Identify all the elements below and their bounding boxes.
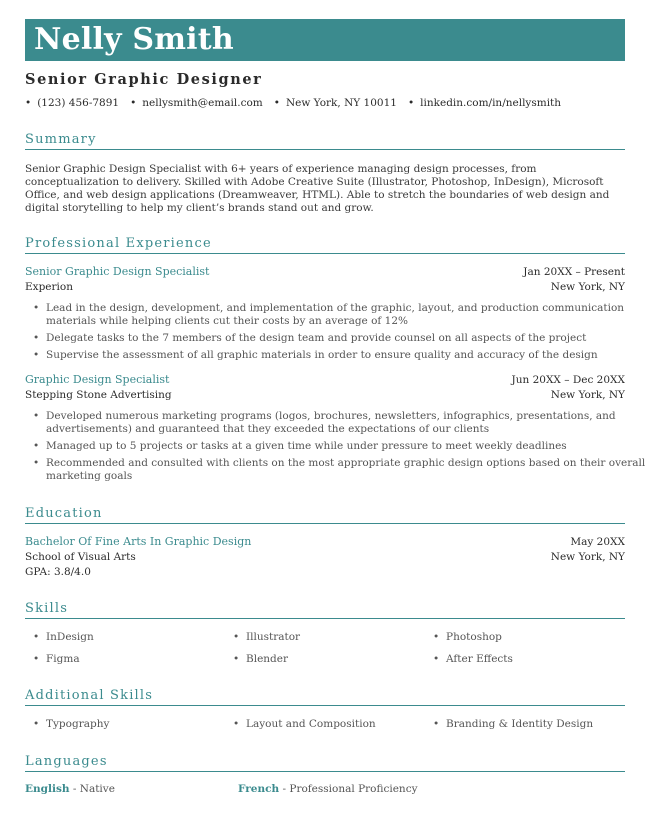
job-2-dates: Jun 20XX – Dec 20XX bbox=[511, 374, 625, 386]
skills-grid bbox=[25, 630, 625, 666]
section-heading-experience: Professional Experience bbox=[25, 236, 625, 254]
language-name: English bbox=[25, 783, 70, 795]
summary-text: Senior Graphic Design Specialist with 6+ years of experience managing design processes, from conceptualization to delivery. Skilled with Adobe Creative Suite (Illustrator, Photoshop, InDesign), Microsoft Office, and web design applications (Dreamweaver, HTML). Able to stretch the boundaries of web design and digital storytelling to help my client’s brands stand out and grow. bbox=[25, 163, 610, 214]
education-subheader bbox=[25, 550, 625, 564]
list-item: • Illustrator bbox=[225, 630, 425, 644]
list-item: • After Effects bbox=[425, 652, 625, 666]
list-item: • Branding & Identity Design bbox=[425, 717, 625, 731]
education-date: May 20XX bbox=[570, 536, 625, 548]
job-2-location: New York, NY bbox=[550, 389, 625, 401]
education-location: New York, NY bbox=[550, 551, 625, 563]
list-item: • Managed up to 5 projects or tasks at a given time while under pressure to meet weekly deadlines bbox=[46, 440, 646, 453]
additional-skills-grid bbox=[25, 717, 625, 731]
language-name: French bbox=[238, 783, 280, 795]
job-2-header bbox=[25, 373, 625, 387]
job-2-subheader bbox=[25, 388, 625, 402]
contact-line bbox=[25, 97, 572, 109]
linkedin-link[interactable]: • linkedin.com/in/nellysmith bbox=[408, 97, 561, 109]
school: School of Visual Arts bbox=[25, 551, 136, 563]
degree: Bachelor Of Fine Arts In Graphic Design bbox=[25, 535, 252, 548]
section-heading-summary: Summary bbox=[25, 132, 625, 150]
job-1-company: Experion bbox=[25, 281, 73, 293]
list-item: • InDesign bbox=[25, 630, 225, 644]
list-item: • Figma bbox=[25, 652, 225, 666]
language-english: English - Native bbox=[25, 783, 115, 795]
name-banner bbox=[25, 19, 625, 61]
list-item: • Developed numerous marketing programs (logos, brochures, newsletters, infographics, presentations, and advertisements) and guaranteed that they exceeded the expectations of our clients bbox=[46, 410, 646, 436]
list-item: • Delegate tasks to the 7 members of the design team and provide counsel on all aspects of the project bbox=[46, 332, 646, 345]
list-item: • Layout and Composition bbox=[225, 717, 425, 731]
list-item: • Supervise the assessment of all graphic materials in order to ensure quality and accuracy of the design bbox=[46, 349, 646, 362]
gpa: GPA: 3.8/4.0 bbox=[25, 566, 91, 578]
education-header bbox=[25, 535, 625, 549]
job-1-subheader bbox=[25, 280, 625, 294]
section-heading-skills: Skills bbox=[25, 601, 625, 619]
language-french: French - Professional Proficiency bbox=[238, 783, 418, 795]
job-1-location: New York, NY bbox=[550, 281, 625, 293]
section-heading-languages: Languages bbox=[25, 754, 625, 772]
job-1-role: Senior Graphic Design Specialist bbox=[25, 265, 210, 278]
list-item: • Lead in the design, development, and implementation of the graphic, layout, and production communication materials while helping clients cut their costs by an average of 12% bbox=[46, 302, 646, 328]
candidate-name: Nelly Smith bbox=[34, 22, 234, 57]
job-1-dates: Jan 20XX – Present bbox=[523, 266, 625, 278]
list-item: • Recommended and consulted with clients on the most appropriate graphic design options based on their overall marketing goals bbox=[46, 457, 646, 483]
job-title: Senior Graphic Designer bbox=[25, 71, 263, 88]
list-item: • Blender bbox=[225, 652, 425, 666]
job-2-role: Graphic Design Specialist bbox=[25, 373, 170, 386]
phone: • (123) 456-7891 bbox=[25, 97, 119, 109]
email-link[interactable]: • nellysmith@email.com bbox=[130, 97, 263, 109]
language-level: Native bbox=[79, 783, 115, 795]
language-level: Professional Proficiency bbox=[289, 783, 418, 795]
list-item: • Typography bbox=[25, 717, 225, 731]
list-item: • Photoshop bbox=[425, 630, 625, 644]
section-heading-education: Education bbox=[25, 506, 625, 524]
job-2-company: Stepping Stone Advertising bbox=[25, 389, 172, 401]
gpa-row bbox=[25, 565, 625, 579]
job-1-header bbox=[25, 265, 625, 279]
section-heading-additional-skills: Additional Skills bbox=[25, 688, 625, 706]
job-1-bullets bbox=[25, 302, 646, 366]
location: • New York, NY 10011 bbox=[274, 97, 397, 109]
job-2-bullets bbox=[25, 410, 646, 487]
